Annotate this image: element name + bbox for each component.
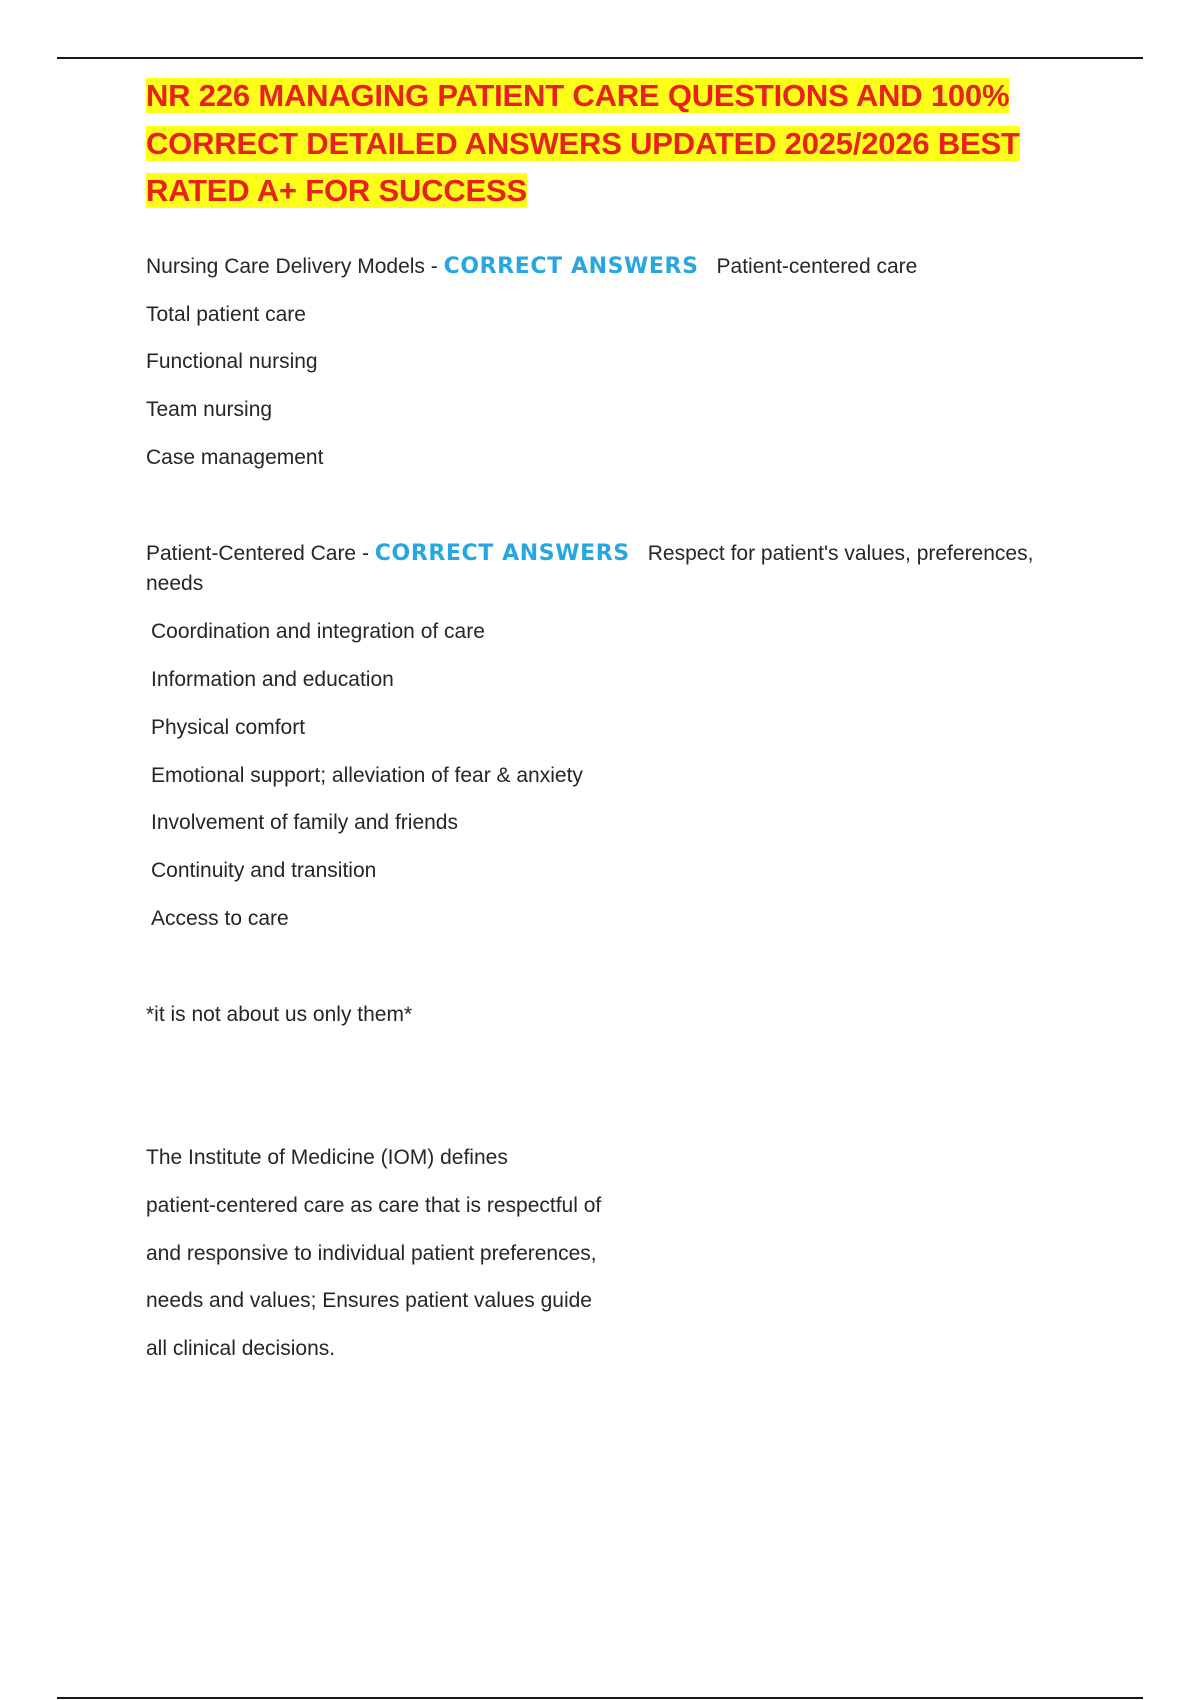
answer-item: Total patient care <box>146 302 306 326</box>
question-block-2 <box>146 539 1086 1030</box>
title-line: RATED A+ FOR SUCCESS <box>146 173 527 208</box>
note-text: *it is not about us only them* <box>146 1002 413 1026</box>
question-text: Nursing Care Delivery Models - <box>146 254 444 278</box>
question-text: Patient-Centered Care - <box>146 541 375 565</box>
bottom-rule <box>57 1697 1143 1699</box>
answer-item: Team nursing <box>146 397 273 421</box>
paragraph-line: all clinical decisions. <box>146 1336 336 1360</box>
paragraph-line: The Institute of Medicine (IOM) defines <box>146 1145 508 1169</box>
answer-item: Case management <box>146 445 324 469</box>
question-line <box>146 252 1086 282</box>
answer-item: Involvement of family and friends <box>151 810 458 834</box>
paragraph-line: patient-centered care as care that is respectful of <box>146 1193 602 1217</box>
answer-item: Information and education <box>151 667 394 691</box>
document-body <box>146 72 1086 1364</box>
answer-item: Functional nursing <box>146 349 318 373</box>
answer-text: Patient-centered care <box>716 254 918 278</box>
answer-item: Continuity and transition <box>151 858 377 882</box>
answer-label: CORRECT ANSWERS <box>443 253 699 279</box>
answer-text: Respect for patient's values, preferences, <box>647 541 1034 565</box>
document-title <box>146 72 1086 215</box>
title-line: NR 226 MANAGING PATIENT CARE QUESTIONS AND 100% <box>146 78 1010 113</box>
answer-label: CORRECT ANSWERS <box>374 540 630 566</box>
answer-item: Coordination and integration of care <box>151 619 485 643</box>
answer-item: Access to care <box>151 906 289 930</box>
iom-paragraph <box>146 1143 1086 1364</box>
question-line <box>146 539 1086 569</box>
answer-item: Emotional support; alleviation of fear & anxiety <box>151 763 583 787</box>
answer-item: Physical comfort <box>151 715 306 739</box>
paragraph-line: needs and values; Ensures patient values guide <box>146 1288 592 1312</box>
top-rule <box>57 57 1143 59</box>
title-line: CORRECT DETAILED ANSWERS UPDATED 2025/2026 BEST <box>146 125 1020 161</box>
answer-text-continued: needs <box>146 571 204 595</box>
question-block-1 <box>146 252 1086 473</box>
paragraph-line: and responsive to individual patient preferences, <box>146 1241 597 1265</box>
